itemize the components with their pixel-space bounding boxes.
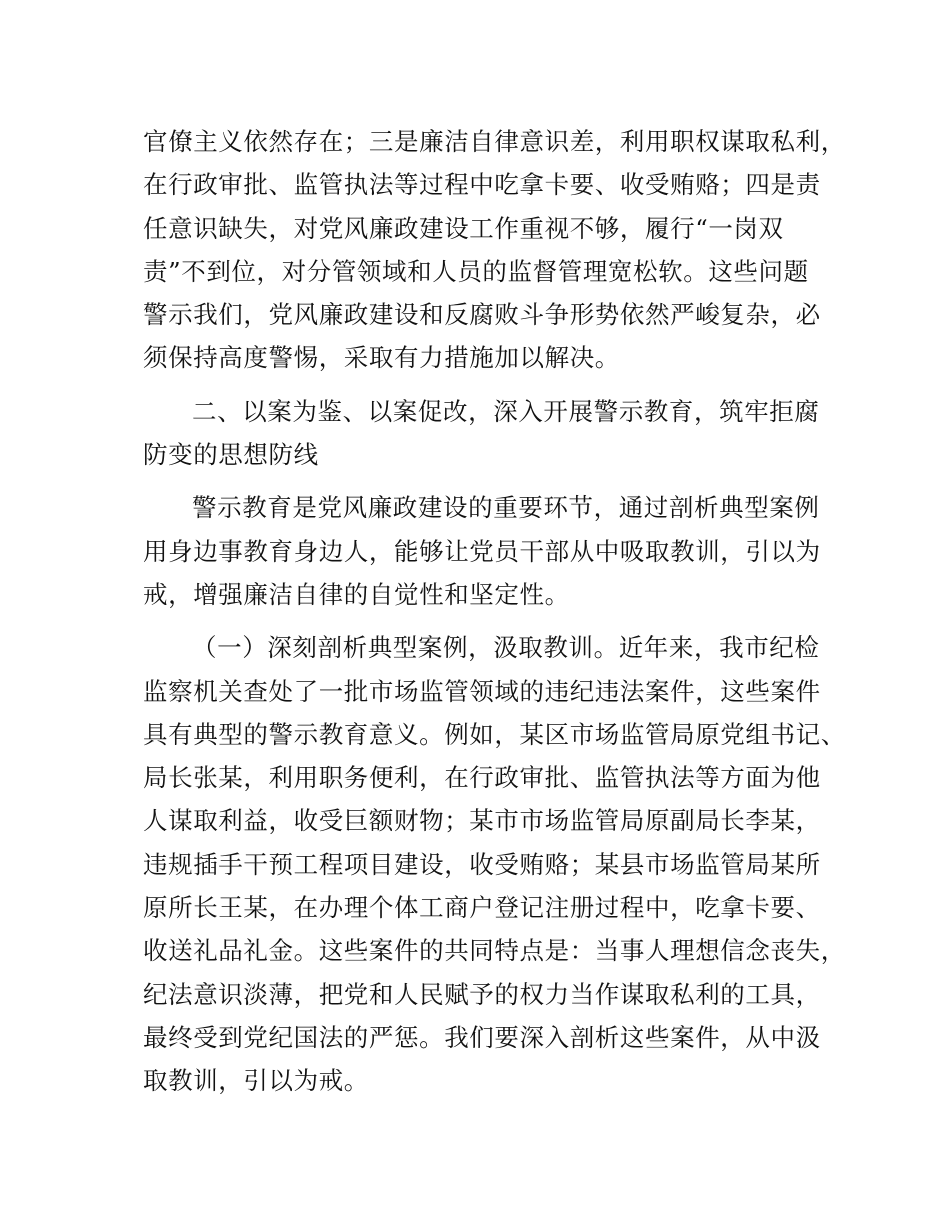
- paragraph-subsection-1: [143, 626, 846, 1102]
- paragraph-warning-education: [143, 486, 821, 616]
- text-line: 局长张某，利用职务便利，在行政审批、监管执法等方面为他: [143, 763, 821, 793]
- text-line: 须保持高度警惕，采取有力措施加以解决。: [143, 343, 620, 373]
- document-body: [143, 120, 846, 1113]
- text-line: 任意识缺失，对党风廉政建设工作重视不够，履行“一岗双: [143, 213, 784, 243]
- text-line: 纪法意识淡薄，把党和人民赋予的权力当作谋取私利的工具，: [143, 979, 821, 1009]
- text-line: 人谋取利益，收受巨额财物；某市市场监管局原副局长李某，: [143, 806, 821, 836]
- text-line: 取教训，引以为戒。: [143, 1066, 369, 1096]
- paragraph-continuation: [143, 120, 846, 380]
- text-line: 二、以案为鉴、以案促改，深入开展警示教育，筑牢拒腐: [192, 396, 820, 426]
- text-line: （一）深刻剖析典型案例，汲取教训。近年来，我市纪检: [192, 633, 820, 663]
- text-line: 责”不到位，对分管领域和人员的监督管理宽松软。这些问题: [143, 256, 809, 286]
- text-line: 原所长王某，在办理个体工商户登记注册过程中，吃拿卡要、: [143, 893, 821, 923]
- text-line: 用身边事教育身边人，能够让党员干部从中吸取教训，引以为: [143, 536, 821, 566]
- text-line: 防变的思想防线: [143, 440, 319, 470]
- text-line: 具有典型的警示教育意义。例如，某区市场监管局原党组书记、: [143, 719, 846, 749]
- text-line: 监察机关查处了一批市场监管领域的违纪违法案件，这些案件: [143, 676, 821, 706]
- text-line: 警示教育是党风廉政建设的重要环节，通过剖析典型案例: [192, 493, 820, 523]
- text-line: 违规插手干预工程项目建设，收受贿赂；某县市场监管局某所: [143, 849, 821, 879]
- text-line: 在行政审批、监管执法等过程中吃拿卡要、收受贿赂；四是责: [143, 170, 821, 200]
- text-line: 戒，增强廉洁自律的自觉性和坚定性。: [143, 579, 570, 609]
- text-line: 警示我们，党风廉政建设和反腐败斗争形势依然严峻复杂，必: [143, 300, 821, 330]
- section-heading: [143, 390, 820, 477]
- text-line: 最终受到党纪国法的严惩。我们要深入剖析这些案件，从中汲: [143, 1022, 821, 1052]
- text-line: 收送礼品礼金。这些案件的共同特点是：当事人理想信念丧失，: [143, 936, 846, 966]
- text-line: 官僚主义依然存在；三是廉洁自律意识差，利用职权谋取私利，: [143, 127, 846, 156]
